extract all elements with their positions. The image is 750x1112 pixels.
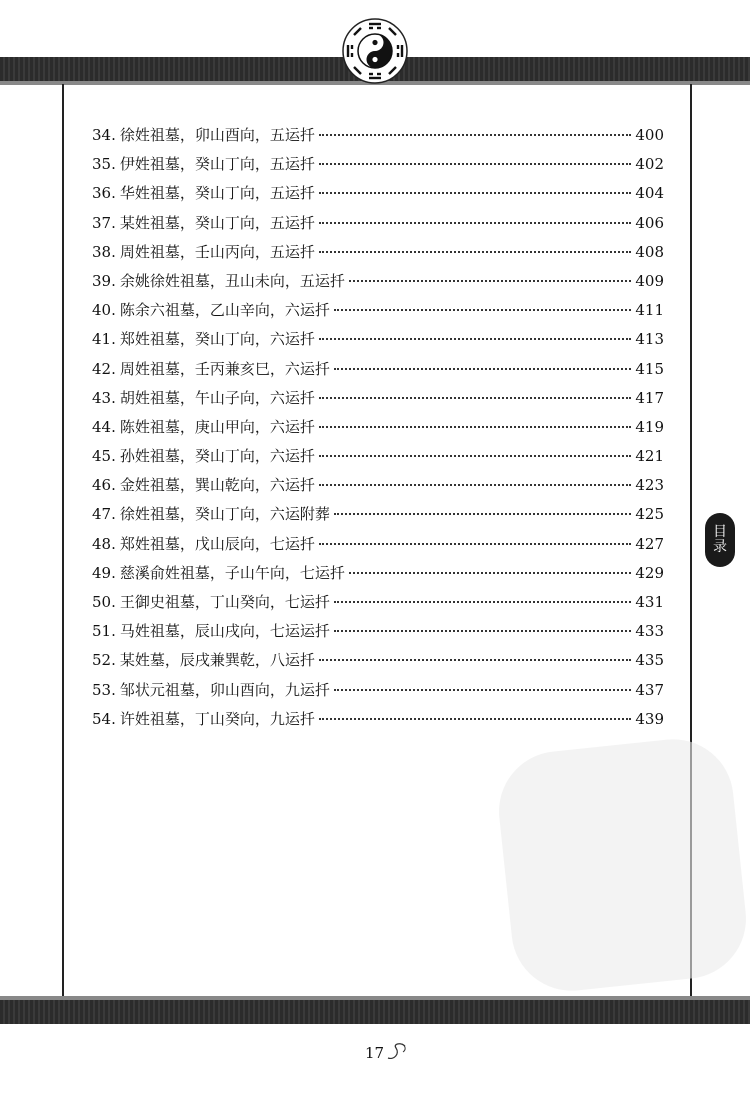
toc-entry-page: 425 [635,505,664,524]
toc-dot-leader [334,309,631,311]
toc-entry-title: 某姓祖墓，癸山丁向，五运扦 [119,213,315,232]
toc-entry-page: 429 [635,563,664,582]
toc-entry-number: 38. [92,242,116,261]
page-number-text: 17 [365,1044,385,1062]
toc-entry-number: 41. [92,330,116,349]
toc-entry[interactable] [92,679,664,708]
footer-band [0,1000,750,1024]
toc-entry[interactable] [92,299,664,328]
toc-dot-leader [319,397,631,399]
toc-entry-number: 50. [92,593,116,611]
toc-entry-title: 陈姓祖墓，庚山甲向，六运扦 [119,417,315,436]
toc-entry-page: 413 [635,330,664,349]
toc-entry-number: 44. [92,417,116,436]
toc-dot-leader [319,338,631,340]
toc-entry-page: 402 [635,155,664,174]
toc-entry-number: 42. [92,359,116,378]
toc-entry-page: 404 [635,184,664,203]
toc-entry-title: 慈溪俞姓祖墓，子山午向，七运扦 [119,563,345,582]
toc-entry-title: 孙姓祖墓，癸山丁向，六运扦 [119,447,315,466]
toc-dot-leader [334,630,631,632]
toc-entry[interactable] [92,620,664,649]
toc-entry-number: 39. [92,271,116,290]
toc-entry-page: 431 [635,593,664,611]
toc-entry[interactable] [92,562,664,591]
toc-entry-title: 胡姓祖墓，午山子向，六运扦 [119,388,315,407]
toc-dot-leader [349,280,631,282]
toc-entry-title: 周姓祖墓，壬丙兼亥巳，六运扦 [119,359,330,378]
toc-entry-page: 400 [635,126,664,144]
toc-dot-leader [319,455,631,457]
toc-entry[interactable] [92,358,664,387]
toc-entry-number: 45. [92,447,116,466]
side-tab-char-2: 录 [713,539,727,555]
toc-entry-page: 423 [635,476,664,495]
toc-dot-leader [334,689,631,691]
toc-entry-page: 409 [635,271,664,290]
swirl-flourish-icon [386,1040,408,1062]
toc-entry[interactable] [92,153,664,182]
toc-entry[interactable] [92,387,664,416]
watermark-stamp [493,733,750,996]
toc-entry-page: 437 [635,680,664,699]
toc-entry-title: 华姓祖墓，癸山丁向，五运扦 [119,184,315,203]
toc-entry-number: 54. [92,709,116,728]
toc-dot-leader [319,426,631,428]
toc-entry-title: 徐姓祖墓，卯山酉向，五运扦 [119,126,315,144]
toc-entry-page: 421 [635,447,664,466]
toc-entry[interactable] [92,445,664,474]
toc-entry-number: 34. [92,126,116,144]
frame-left-rule [62,84,64,1000]
toc-entry-title: 马姓祖墓，辰山戌向，七运运扦 [119,622,330,641]
toc-entry[interactable] [92,212,664,241]
toc-entry-number: 36. [92,184,116,203]
toc-dot-leader [319,484,631,486]
toc-dot-leader [319,163,631,165]
toc-dot-leader [334,368,631,370]
toc-entry-page: 408 [635,242,664,261]
toc-dot-leader [319,251,631,253]
toc-entry-page: 427 [635,534,664,553]
table-of-contents [92,124,664,737]
toc-entry[interactable] [92,649,664,678]
toc-entry[interactable] [92,124,664,153]
page-number [365,1040,408,1062]
toc-entry-page: 415 [635,359,664,378]
toc-entry-title: 邹状元祖墓，卯山酉向，九运扦 [119,680,330,699]
side-tab-char-1: 目 [713,523,727,540]
toc-dot-leader [319,718,631,720]
toc-entry[interactable] [92,182,664,211]
toc-entry[interactable] [92,503,664,532]
toc-dot-leader [349,572,631,574]
toc-entry[interactable] [92,241,664,270]
toc-entry-title: 余姚徐姓祖墓，丑山未向，五运扦 [119,271,345,290]
toc-dot-leader [319,543,631,545]
toc-entry-number: 48. [92,534,116,553]
taiji-bagua-icon [342,18,408,84]
toc-entry-title: 郑姓祖墓，戊山辰向，七运扦 [119,534,315,553]
toc-entry-title: 陈余六祖墓，乙山辛向，六运扦 [119,301,330,320]
toc-entry-number: 53. [92,680,116,699]
toc-entry-page: 419 [635,417,664,436]
toc-entry-title: 金姓祖墓，巽山乾向，六运扦 [119,476,315,495]
contents-side-tab[interactable] [705,513,735,567]
toc-dot-leader [334,601,631,603]
toc-entry-title: 王御史祖墓，丁山癸向，七运扦 [119,593,330,611]
toc-entry-title: 伊姓祖墓，癸山丁向，五运扦 [119,155,315,174]
toc-entry-number: 43. [92,388,116,407]
toc-entry[interactable] [92,533,664,562]
toc-entry[interactable] [92,708,664,737]
toc-entry-page: 417 [635,388,664,407]
toc-entry-page: 411 [635,301,664,320]
toc-entry-page: 435 [635,651,664,670]
toc-entry-number: 47. [92,505,116,524]
toc-entry[interactable] [92,270,664,299]
toc-entry-number: 46. [92,476,116,495]
toc-entry-number: 52. [92,651,116,670]
toc-dot-leader [319,192,631,194]
toc-entry-number: 37. [92,213,116,232]
toc-entry[interactable] [92,591,664,620]
toc-dot-leader [334,513,631,515]
toc-entry-page: 433 [635,622,664,641]
toc-entry-title: 郑姓祖墓，癸山丁向，六运扦 [119,330,315,349]
toc-entry-title: 某姓墓，辰戌兼巽乾，八运扦 [119,651,315,670]
toc-dot-leader [319,222,631,224]
toc-entry-page: 439 [635,709,664,728]
toc-dot-leader [319,134,631,136]
toc-entry[interactable] [92,328,664,357]
toc-entry-number: 35. [92,155,116,174]
toc-dot-leader [319,659,631,661]
toc-entry-number: 40. [92,301,116,320]
toc-entry[interactable] [92,474,664,503]
toc-entry-number: 51. [92,622,116,641]
toc-entry-title: 许姓祖墓，丁山癸向，九运扦 [119,709,315,728]
toc-entry-title: 徐姓祖墓，癸山丁向，六运附葬 [119,505,330,524]
toc-entry-title: 周姓祖墓，壬山丙向，五运扦 [119,242,315,261]
toc-entry-number: 49. [92,563,116,582]
toc-entry-page: 406 [635,213,664,232]
toc-entry[interactable] [92,416,664,445]
